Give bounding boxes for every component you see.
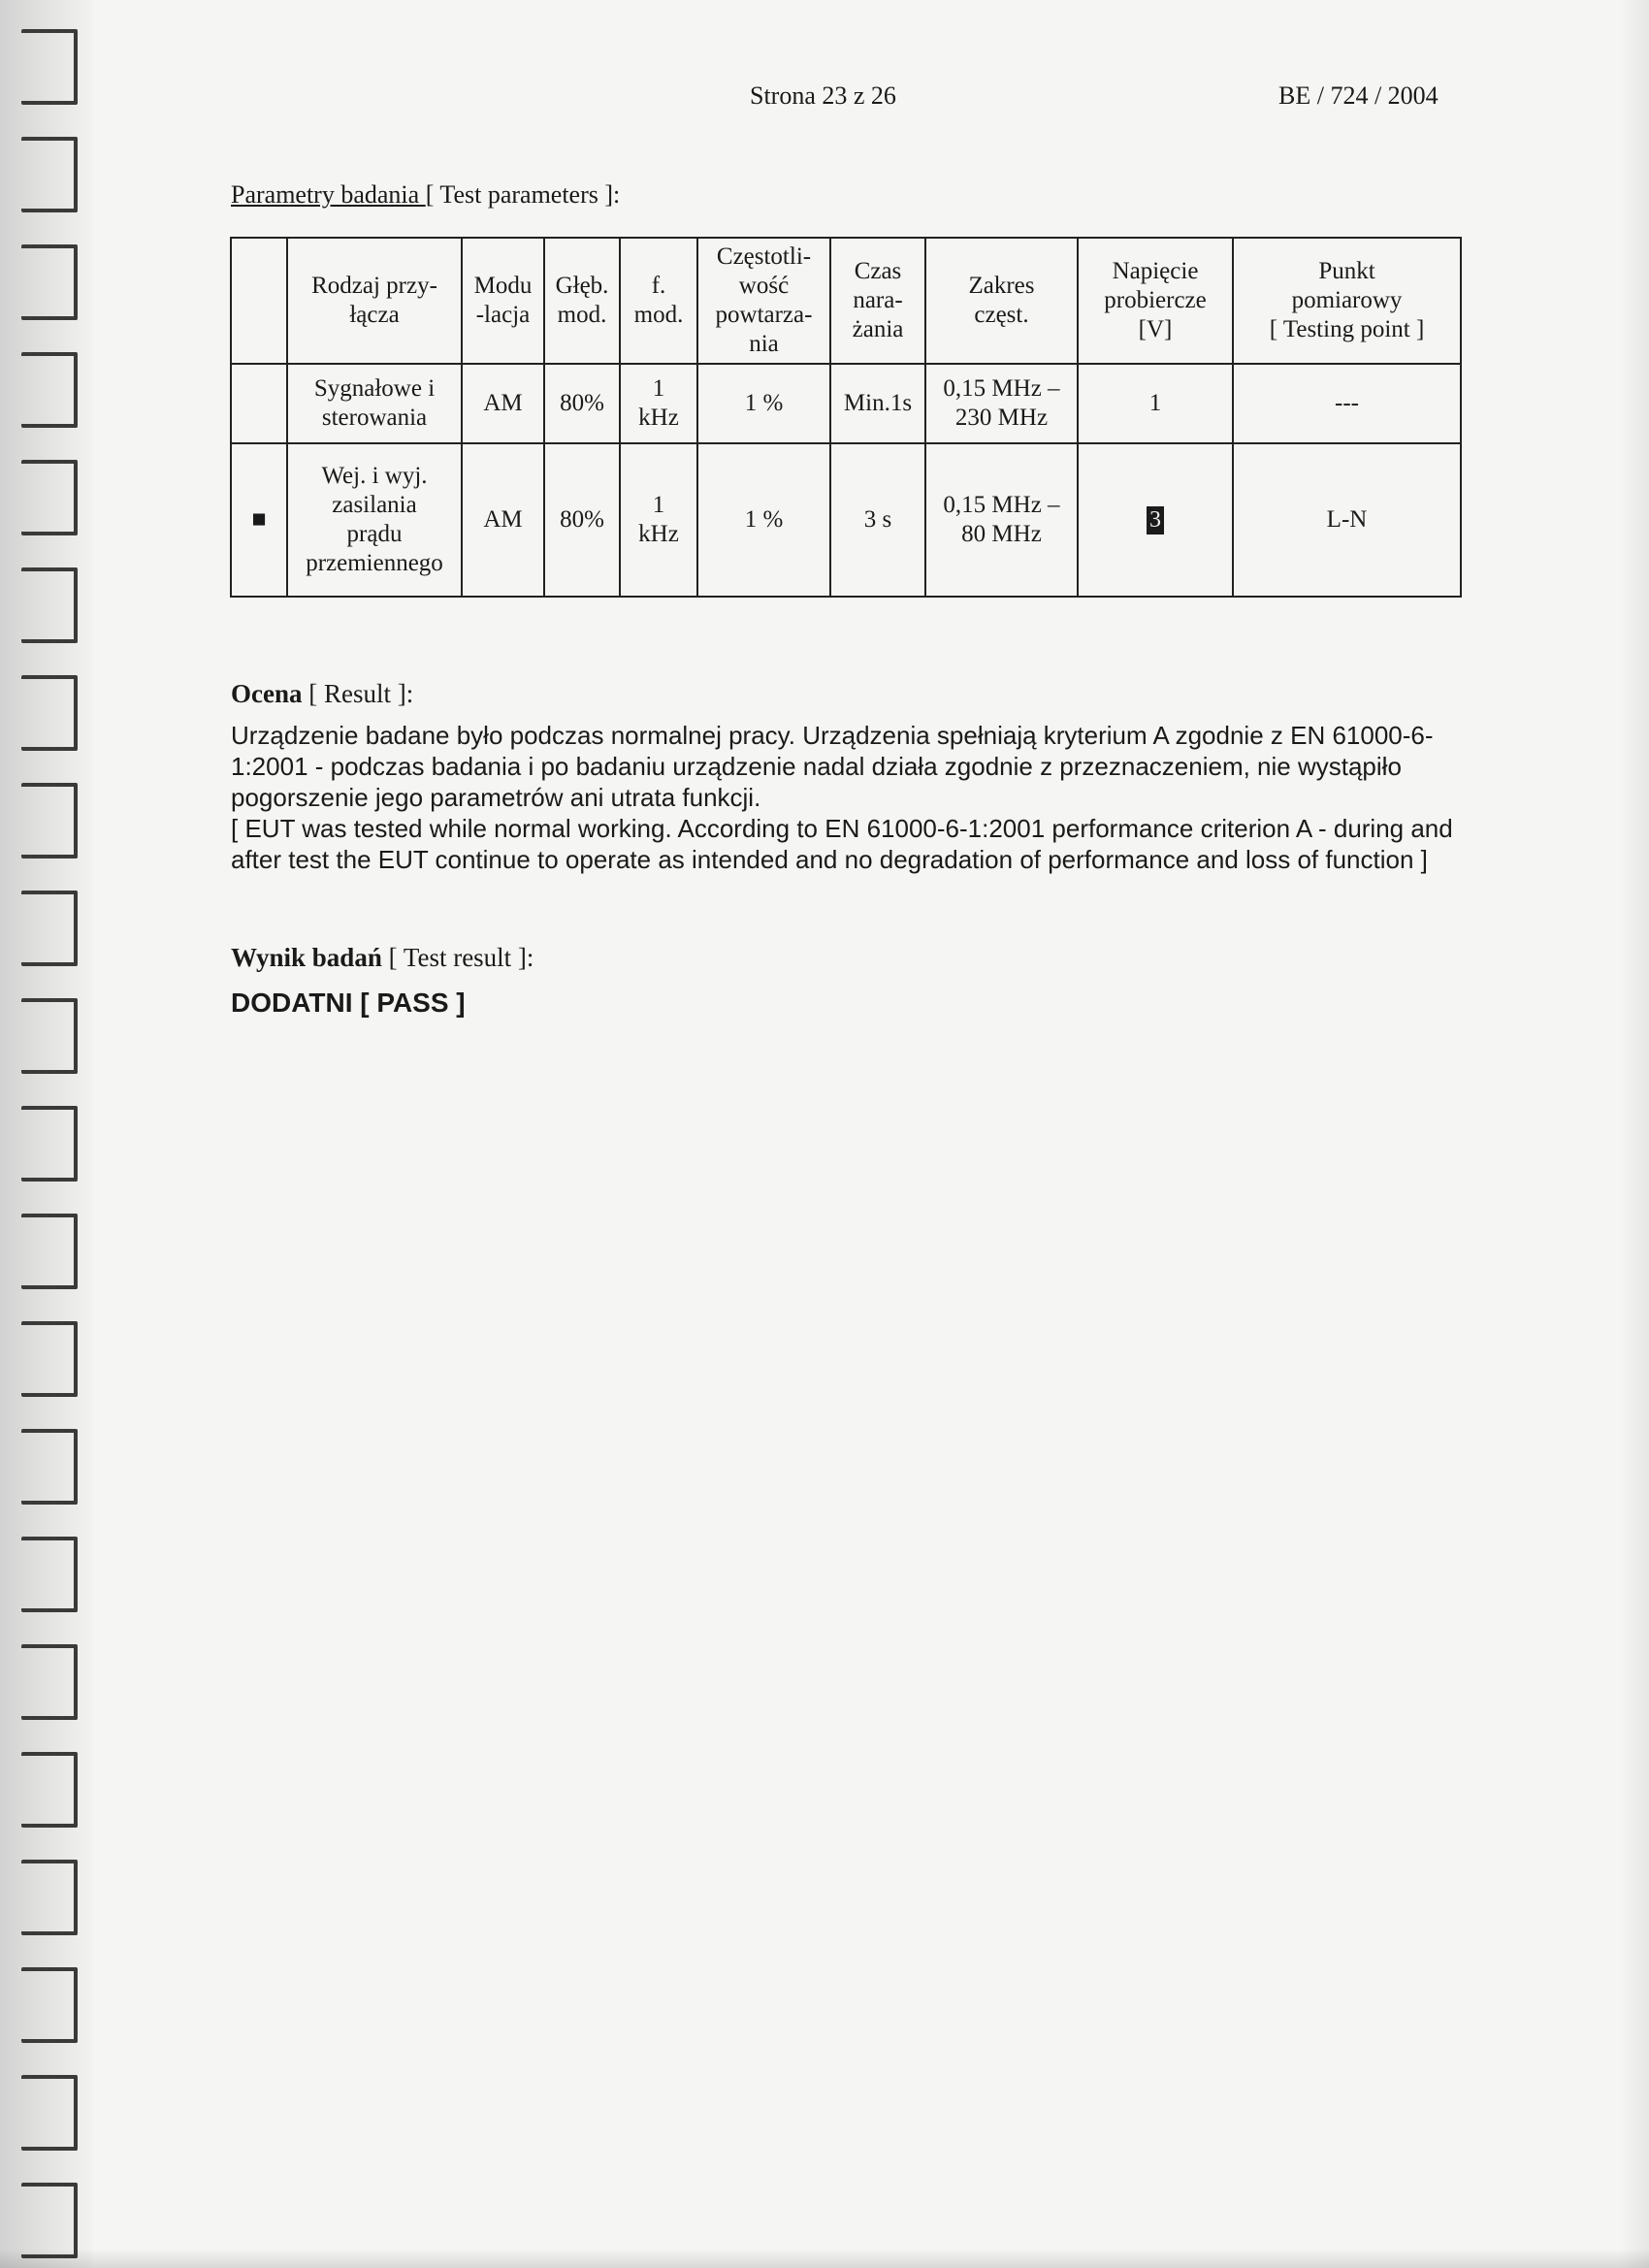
header-marker (231, 238, 287, 364)
cell-repetition: 1 % (697, 364, 830, 443)
cell-depth: 80% (544, 364, 620, 443)
header-type: Rodzaj przy- łącza (287, 238, 462, 364)
cell-repetition: 1 % (697, 443, 830, 597)
cell-voltage (1078, 443, 1233, 597)
test-parameters-title (231, 180, 620, 210)
header-duration: Czas nara- żania (830, 238, 925, 364)
binder-ring (21, 891, 78, 966)
row-marker: ■ (231, 443, 287, 597)
header-range: Zakres częst. (925, 238, 1078, 364)
binder-ring (21, 2075, 78, 2151)
result-heading-pl: Ocena (231, 679, 303, 708)
table-header-row (231, 238, 1461, 364)
binder-ring (21, 1106, 78, 1182)
header-point: Punkt pomiarowy [ Testing point ] (1233, 238, 1461, 364)
page-number: Strona 23 z 26 (750, 81, 896, 110)
header-voltage: Napięcie probiercze [V] (1078, 238, 1233, 364)
cell-type: Sygnałowe i sterowania (287, 364, 462, 443)
document-number: BE / 724 / 2004 (1278, 81, 1439, 110)
cell-modulation: AM (462, 443, 544, 597)
test-parameters-title-pl: Parametry badania (231, 180, 426, 209)
binder-ring (21, 1537, 78, 1612)
binder-ring (21, 2183, 78, 2258)
test-result-heading (231, 943, 534, 973)
binder-ring (21, 1860, 78, 1935)
binder-ring (21, 1321, 78, 1397)
binder-ring (21, 1644, 78, 1720)
test-parameters-table (230, 237, 1462, 598)
result-text-en: [ EUT was tested while normal working. According to EN 61000-6-1:2001 performance criterion A - during and after test the EUT continue to operate as intended and no degradation of performance and loss of function ] (231, 814, 1453, 874)
binder-ring (21, 137, 78, 212)
header-depth: Głęb. mod. (544, 238, 620, 364)
binder-ring (21, 998, 78, 1074)
cell-fmod: 1 kHz (620, 364, 697, 443)
result-text-pl: Urządzenie badane było podczas normalnej pracy. Urządzenia spełniają kryterium A zgodnie z EN 61000-6-1:2001 - podczas badania i po badaniu urządzenie nadal działa zgodnie z przeznaczeniem, nie wystąpiło pogorszenie jego parametrów ani utrata funkcji. (231, 721, 1434, 812)
cell-type: Wej. i wyj. zasilania prądu przemiennego (287, 443, 462, 597)
binder-ring (21, 783, 78, 859)
header-modulation: Modu -lacja (462, 238, 544, 364)
binder-ring (21, 675, 78, 751)
binder-ring (21, 352, 78, 428)
binder-ring (21, 567, 78, 643)
cell-duration: 3 s (830, 443, 925, 597)
header-repetition: Częstotli- wość powtarza- nia (697, 238, 830, 364)
result-heading-en: [ Result ]: (302, 679, 414, 708)
cell-point: L-N (1233, 443, 1461, 597)
test-result-heading-pl: Wynik badań (231, 943, 382, 972)
binder-ring (21, 460, 78, 535)
binder-ring (21, 1752, 78, 1828)
result-description (231, 720, 1463, 875)
page-shadow-right (1620, 0, 1649, 2268)
cell-duration: Min.1s (830, 364, 925, 443)
test-parameters-title-en: [ Test parameters ]: (425, 180, 621, 209)
cell-range: 0,15 MHz – 80 MHz (925, 443, 1078, 597)
result-heading (231, 679, 413, 709)
cell-voltage: 1 (1078, 364, 1233, 443)
header-fmod: f. mod. (620, 238, 697, 364)
binder-ring (21, 1214, 78, 1289)
test-result-value: DODATNI [ PASS ] (231, 988, 466, 1018)
cell-depth: 80% (544, 443, 620, 597)
table-row (231, 364, 1461, 443)
cell-range: 0,15 MHz – 230 MHz (925, 364, 1078, 443)
row-marker (231, 364, 287, 443)
voltage-highlight: 3 (1147, 506, 1164, 535)
table-row (231, 443, 1461, 597)
cell-modulation: AM (462, 364, 544, 443)
test-result-heading-en: [ Test result ]: (381, 943, 534, 972)
cell-fmod: 1 kHz (620, 443, 697, 597)
page-shadow-bottom (0, 2249, 1649, 2268)
binder-ring (21, 244, 78, 320)
binder-ring (21, 1429, 78, 1505)
cell-point: --- (1233, 364, 1461, 443)
binder-ring (21, 1967, 78, 2043)
binder-ring (21, 29, 78, 105)
